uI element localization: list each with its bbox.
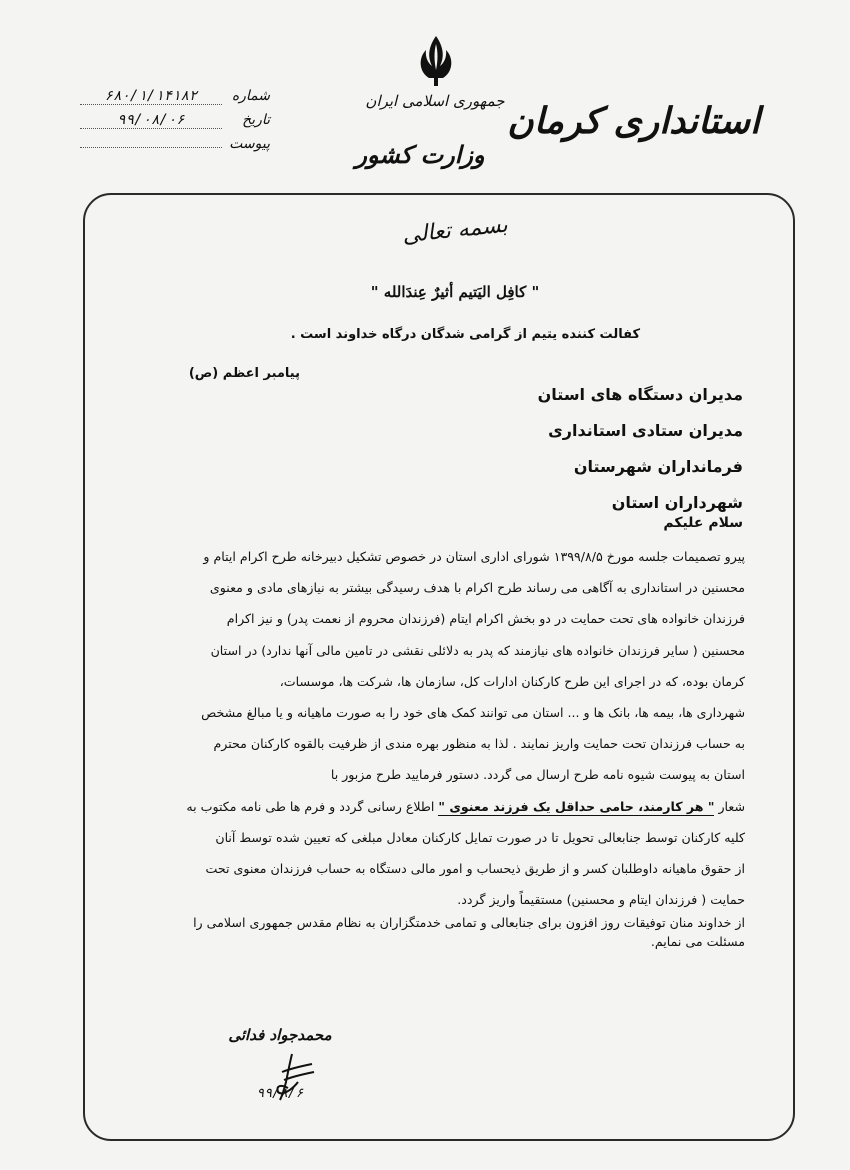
meta-attachment-row <box>80 136 270 160</box>
salutation: سلام علیکم <box>663 515 743 531</box>
body-line: کلیه کارکنان توسط جنابعالی تحویل تا در صورت تمایل کارکنان معادل مبلغی که تعیین شده توسط آنان <box>215 829 745 845</box>
body-line: محسنین در استانداری به آگاهی می رساند طرح اکرام با هدف رسیدگی بیشتر به نیازهای مادی و معنوی <box>209 580 745 596</box>
governorate-title: استانداری کرمان <box>507 100 760 142</box>
body-line: به حساب فرزندان تحت حمایت واریز نمایند . لذا به منظور بهره مندی از ظرفیت بالقوه کارکنان محترم <box>213 736 745 752</box>
hadith-quote: " كافِل اليَتيم أثيرٌ عِندَالله " <box>370 283 540 301</box>
closing-paragraph <box>150 913 745 951</box>
bismillah: بسمه تعالی <box>401 212 509 249</box>
body-line: از حقوق ماهیانه داوطلبان کسر و از طریق ذیحساب و امور مالی دستگاه به حساب فرزندان معنوی تحت <box>205 860 745 876</box>
letter-body <box>110 543 745 917</box>
recipient-line: مدیران ستادی استانداری <box>548 421 743 440</box>
slogan-prefix: شعار <box>718 798 745 814</box>
closing-line: از خداوند منان توفیقات روز افزون برای جنابعالی و تمامی خدمتگزاران به نظام مقدس جمهوری اسلامی را <box>193 915 745 930</box>
body-line: کرمان بوده، که در اجرای این طرح کارکنان ادارات کل، سازمان ها، شرکت ها، موسسات، <box>279 673 745 689</box>
recipient-line: شهرداران استان <box>611 493 743 512</box>
date-label: تاریخ <box>242 112 270 128</box>
country-name: جمهوری اسلامی ایران <box>365 92 505 110</box>
recipient-line: فرمانداران شهرستان <box>573 457 743 476</box>
signature-date: ۹۹/۸/۶ <box>256 1086 304 1101</box>
attachment-value <box>80 147 222 148</box>
attachment-label: پیوست <box>229 136 270 152</box>
body-line: محسنین ( سایر فرزندان خانواده های نیازمند که پدر به دلائلی نقشی در تامین مالی آنها ندارد) در استان <box>210 642 745 658</box>
body-line: شهرداری ها، بیمه ها، بانک ها و ... استان می توانند کمک های خود را به صورت ماهیانه و یا مبالغ مشخص <box>201 704 745 720</box>
body-line: پیرو تصمیمات جلسه مورخ ۱۳۹۹/۸/۵ شورای اداری استان در خصوص تشکیل دبیرخانه طرح اکرام ایتام و <box>203 549 745 564</box>
body-line: استان به پیوست شیوه نامه طرح ارسال می گردد. دستور فرمایید طرح مزبور با <box>330 767 745 783</box>
slogan-text: " هر کارمند، حامی حداقل یک فرزند معنوی " <box>438 798 715 814</box>
ministry-name: وزارت کشور <box>355 140 485 169</box>
hadith-translation: کفالت کننده یتیم از گرامی شدگان درگاه خداوند است . <box>290 327 640 342</box>
date-value: ۹۹/۰۸/۰۶ <box>80 112 222 129</box>
number-value: ۶۸۰/۱/۱۴۱۸۲ <box>80 88 222 105</box>
signer-name: محمدجواد فدائی <box>228 1026 332 1044</box>
meta-date-row <box>80 112 270 136</box>
recipient-line: مدیران دستگاه های استان <box>537 385 743 404</box>
slogan-line <box>110 793 745 824</box>
closing-line: مسئلت می نمایم. <box>650 934 745 949</box>
slogan-suffix: اطلاع رسانی گردد و فرم ها طی نامه مکتوب به <box>186 798 435 814</box>
iran-emblem-icon <box>405 30 467 92</box>
letter-meta <box>80 88 270 160</box>
hadith-source: پیامبر اعظم (ص) <box>188 366 300 381</box>
body-line: حمایت ( فرزندان ایتام و محسنین) مستقیماً واریز گردد. <box>457 892 745 908</box>
body-line: فرزندان خانواده های تحت حمایت در دو بخش اکرام ایتام (فرزندان محروم از نعمت پدر) و نیز اکرام <box>226 611 745 627</box>
meta-number-row <box>80 88 270 112</box>
number-label: شماره <box>231 88 270 104</box>
recipient-list <box>500 377 743 521</box>
